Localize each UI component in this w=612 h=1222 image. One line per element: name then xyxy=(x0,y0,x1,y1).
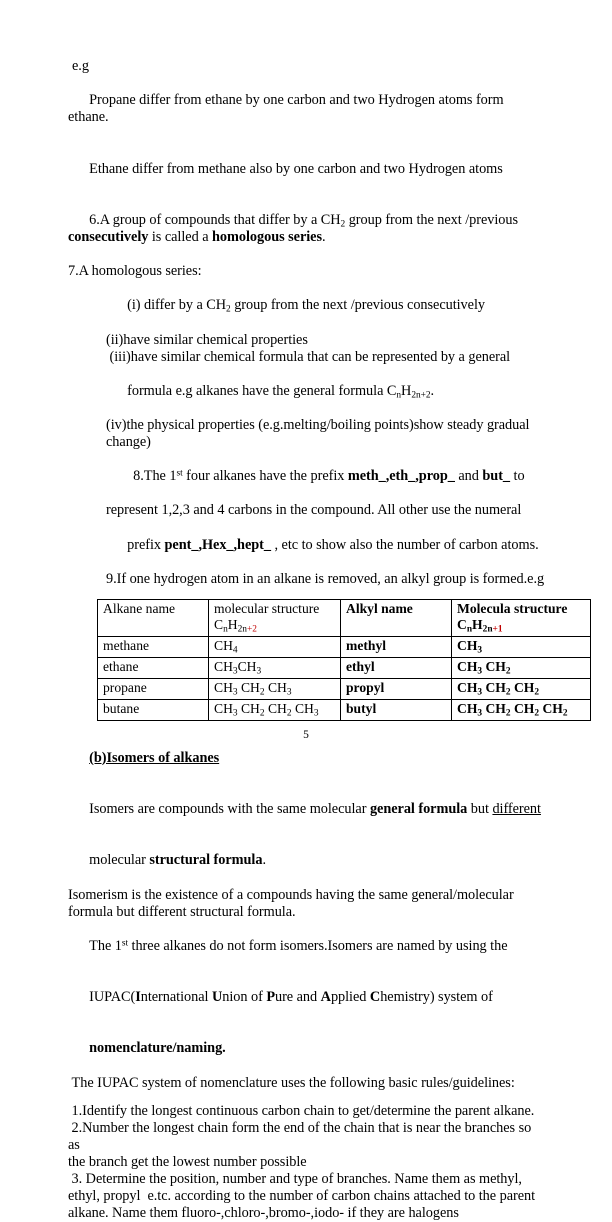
isomers-def-line2-end: . xyxy=(262,852,266,869)
cell-alkyl-name: butyl xyxy=(341,699,452,720)
header-general-formula: $C_nH_{2n+2}$ xyxy=(214,617,257,635)
formula-red-increment: +1 xyxy=(492,624,503,635)
item-6-subscript: 2 xyxy=(340,219,346,230)
item-8-line3-post: , etc to show also the number of carbon atoms. xyxy=(270,536,539,553)
header-alkyl-molecular-structure xyxy=(452,599,591,636)
cell-alkane-name: butane xyxy=(98,699,209,720)
item-7-heading: 7.A homologous series: xyxy=(68,263,202,280)
point-i-subscript: 2 xyxy=(226,304,231,315)
cell-alkyl-name: propyl xyxy=(341,678,452,699)
cell-alkyl-structure: $CH_3$ $CH_2$ $CH_2$ xyxy=(452,678,591,699)
iupac-word-international: nternational xyxy=(140,989,212,1006)
item-6-bold-homologous-series: homologous series xyxy=(212,228,322,245)
item-8-superscript: st xyxy=(176,468,183,479)
item-8-mid3: to xyxy=(510,468,525,485)
point-iii-sub-2n2: 2n+2 xyxy=(411,390,431,401)
rule-3-line-2: ethyl, propyl e.tc. according to the number of carbon chains attached to the parent xyxy=(68,1188,536,1205)
isomers-bold-general-formula: general formula xyxy=(369,801,468,818)
item-8-mid1: four alkanes have the prefix xyxy=(182,468,348,485)
iupac-word-pure: ure and xyxy=(275,989,321,1006)
item-6 xyxy=(68,195,546,263)
header-label: Alkyl name xyxy=(346,600,413,616)
item-6-mid: group from the next /previous xyxy=(345,211,522,228)
point-i-post: group from the next /previous consecutively xyxy=(230,297,485,314)
cell-alkyl-name: ethyl xyxy=(341,657,452,678)
alkane-alkyl-table-wrapper xyxy=(97,599,568,721)
cell-alkyl-name: methyl xyxy=(341,636,452,657)
rule-2-line-1: 2.Number the longest chain form the end of the chain that is near the branches so as xyxy=(68,1119,535,1153)
iupac-bold-u: U xyxy=(211,989,223,1006)
iupac-open-paren: ( xyxy=(130,989,136,1006)
cell-molecular-structure: $CH_3$ $CH_2$ $CH_2$ $CH_3$ xyxy=(209,699,341,720)
iupac-bold-a: A xyxy=(320,989,331,1006)
iupac-bold-c: C xyxy=(369,989,381,1006)
item-8-line3 xyxy=(68,520,546,571)
propane-text: Propane differ from ethane by one carbon and two Hydrogen atoms form ethane. xyxy=(68,92,508,126)
cell-alkane-name: ethane xyxy=(98,657,209,678)
eg-label: e.g xyxy=(72,58,89,74)
isomerism-line1: Isomerism is the existence of a compounds having the same general/molecular xyxy=(68,886,514,903)
nomenclature-naming-text: nomenclature/naming. xyxy=(89,1040,226,1057)
table-header-row xyxy=(98,599,591,636)
iupac-intro-superscript: st xyxy=(121,938,129,949)
item-8-bold-but: but_ xyxy=(482,468,511,485)
isomers-definition-line2 xyxy=(68,835,546,886)
item-8-bold-prefixes: meth_,eth_,prop_ xyxy=(347,468,455,485)
isomers-def-line2-pre: molecular xyxy=(89,852,150,869)
iupac-word-applied: pplied xyxy=(330,989,370,1006)
item-6-bold-consecutively: consecutively xyxy=(68,228,149,245)
cell-alkyl-structure: $CH_3$ $CH_2$ xyxy=(452,657,591,678)
item-7-point-iii-line1: (iii)have similar chemical formula that can be represented by a general xyxy=(106,348,511,365)
header-molecular-structure xyxy=(209,599,341,636)
rule-2-line-2: the branch get the lowest number possible xyxy=(68,1153,307,1170)
isomers-heading-text: (b)Isomers of alkanes xyxy=(89,749,220,766)
header-label: Alkane name xyxy=(103,600,176,616)
cell-molecular-structure: $CH_3CH_3$ xyxy=(209,657,341,678)
item-7-point-iv-line2: change) xyxy=(106,434,151,451)
item-6-mid2: is called a xyxy=(148,228,213,245)
rule-3-line-3: alkane. Name them fluoro-,chloro-,bromo-,iodo- if they are halogens xyxy=(68,1205,459,1222)
formula-red-increment: +2 xyxy=(246,624,257,635)
iupac-bold-p: P xyxy=(266,989,275,1006)
iupac-bold-i: I xyxy=(135,989,141,1006)
cell-alkane-name: methane xyxy=(98,636,209,657)
header-label: Molecula structure xyxy=(457,600,568,616)
item-6-pre: 6.A group of compounds that differ by a CH xyxy=(89,211,341,228)
rule-1-line-1: 1.Identify the longest continuous carbon chain to get/determine the parent alkane. xyxy=(68,1102,535,1119)
isomerism-line2: formula but different structural formula. xyxy=(68,903,296,920)
item-8-line2: represent 1,2,3 and 4 carbons in the compound. All other use the numeral xyxy=(106,502,522,519)
table-row xyxy=(98,699,591,720)
point-iii-sub-n: n xyxy=(396,390,402,401)
rules-intro-line: The IUPAC system of nomenclature uses the following basic rules/guidelines: xyxy=(68,1074,515,1091)
isomers-def-mid: but xyxy=(467,801,493,818)
item-7-point-iv-line1: (iv)the physical properties (e.g.melting/boiling points)show steady gradual xyxy=(106,416,530,433)
cell-alkyl-structure: $CH_3$ $CH_2$ $CH_2$ $CH_2$ xyxy=(452,699,591,720)
item-9: 9.If one hydrogen atom in an alkane is removed, an alkyl group is formed.e.g xyxy=(106,570,545,587)
header-alkyl-name xyxy=(341,599,452,636)
item-6-end: . xyxy=(321,228,326,245)
page-number: 5 xyxy=(303,729,309,741)
isomers-underline-different: different xyxy=(492,801,541,818)
iupac-intro-post: three alkanes do not form isomers.Isomers are named by using the xyxy=(128,937,508,954)
iupac-acronym: IUPAC xyxy=(89,989,131,1006)
cell-alkane-name: propane xyxy=(98,678,209,699)
table-body xyxy=(98,599,591,720)
alkane-alkyl-table xyxy=(97,599,591,721)
item-7-point-ii: (ii)have similar chemical properties xyxy=(106,331,308,348)
item-7-point-i xyxy=(68,280,546,331)
rule-3-line-1: 3. Determine the position, number and type of branches. Name them as methyl, xyxy=(68,1171,522,1188)
page-content xyxy=(68,58,568,1222)
iupac-word-chemistry: hemistry) system of xyxy=(380,989,493,1006)
header-alkane-name xyxy=(98,599,209,636)
point-iii-pre: formula e.g alkanes have the general formula C xyxy=(127,382,397,399)
table-row xyxy=(98,636,591,657)
point-iii-end: . xyxy=(430,382,434,399)
item-8-mid2: and xyxy=(454,468,483,485)
cell-molecular-structure: $CH_4$ xyxy=(209,636,341,657)
item-7-point-iii-line2 xyxy=(68,366,546,417)
cell-molecular-structure: $CH_3$ $CH_2$ $CH_3$ xyxy=(209,678,341,699)
table-row xyxy=(98,657,591,678)
nomenclature-bold-line xyxy=(68,1023,546,1074)
table-row xyxy=(98,678,591,699)
item-8-bold-numeral-prefixes: pent_,Hex_,hept_ xyxy=(164,536,271,553)
isomers-bold-structural-formula: structural formula xyxy=(149,852,263,869)
iupac-expansion-line xyxy=(68,972,546,1023)
point-iii-h: H xyxy=(401,382,412,399)
item-8-line3-pre: prefix xyxy=(127,536,165,553)
paragraph-ethane-difference xyxy=(68,143,546,194)
iupac-word-union: nion of xyxy=(222,989,267,1006)
ethane-text: Ethane differ from methane also by one carbon and two Hydrogen atoms xyxy=(89,160,503,177)
item-8-line1 xyxy=(68,451,546,502)
iupac-intro-line xyxy=(68,921,546,972)
paragraph-propane-difference xyxy=(68,75,546,143)
iupac-rules-list xyxy=(68,1103,546,1222)
item-8-pre: 8.The 1 xyxy=(133,468,177,485)
iupac-intro-pre: The 1 xyxy=(89,937,122,954)
cell-alkyl-structure: $CH_3$ xyxy=(452,636,591,657)
header-label: molecular structure xyxy=(214,600,320,616)
point-i-pre: (i) differ by a CH xyxy=(127,297,227,314)
isomers-def-pre: Isomers are compounds with the same molecular xyxy=(89,801,370,818)
header-general-formula: $C_nH_{2n+1}$ xyxy=(457,617,503,635)
